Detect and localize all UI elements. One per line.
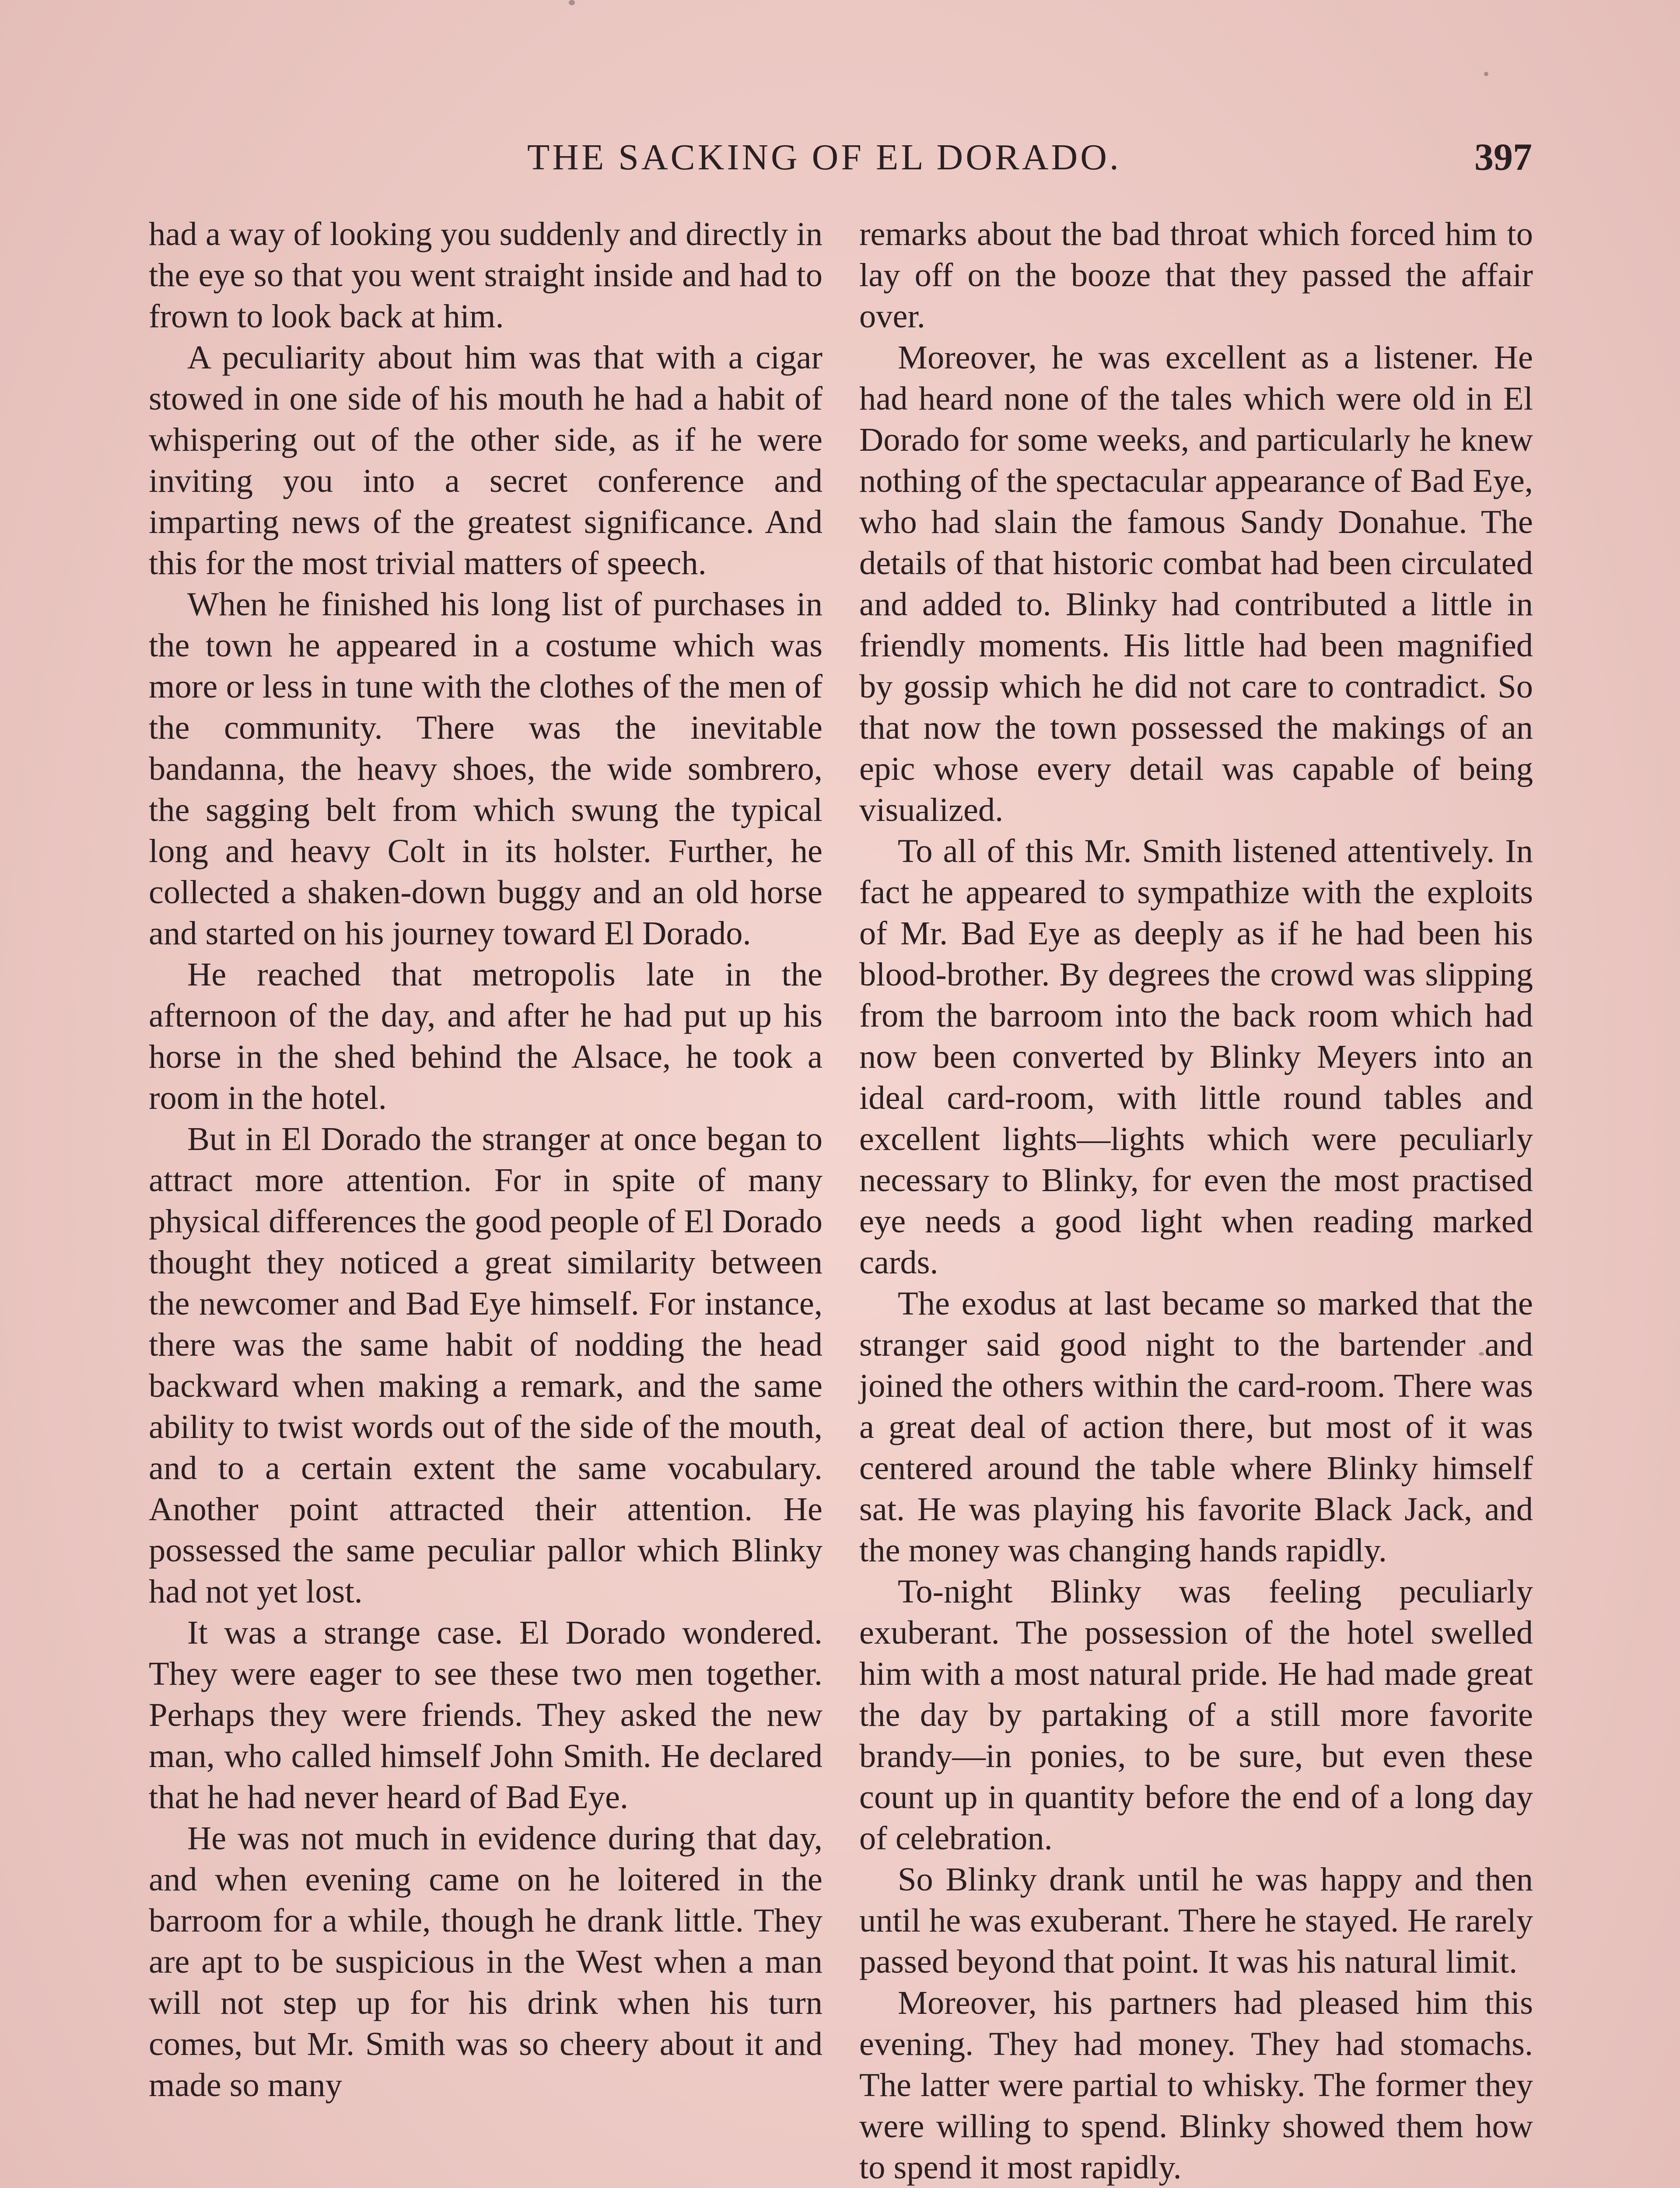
paragraph: He was not much in evidence during that day, and when evening came on he loitered in the barroom for a while, though he drank little. They are apt to be suspicious in the West when a man will not step up for his drink when his turn comes, but Mr. Smith was so cheery about it and made so many (149, 1820, 822, 2104)
paragraph: The exodus at last became so marked that the stranger said good night to the bartender and joined the others within the card-room. There was a great deal of action there, but most of it was centered around the table where Blinky himself sat. He was playing his favorite Black Jack, and the money was changing hands rapidly. (859, 1285, 1533, 1569)
paragraph: To all of this Mr. Smith listened attentively. In fact he appeared to sympathize with the exploits of Mr. Bad Eye as deeply as if he had been his blood-brother. By degrees the crowd was slipping from the barroom into the back room which had now been converted by Blinky Meyers into an ideal card-room, with little round tables and excellent lights—lights which were peculiarly necessary to Blinky, for even the most practised eye needs a good light when reading marked cards. (859, 832, 1533, 1281)
running-title: THE SACKING OF EL DORADO. (527, 137, 1121, 178)
paragraph: But in El Dorado the stranger at once began to attract more attention. For in spite of many physical differences the good people of El Dorado thought they noticed a great similarity between the newcomer and Bad Eye himself. For instance, there was the same habit of nodding the head backward when making a remark, and the same ability to twist words out of the side of the mouth, and to a certain extent the same vocabulary. Another point attracted their attention. He possessed the same peculiar pallor which Blinky had not yet lost. (149, 1120, 822, 1610)
paragraph: He reached that metropolis late in the afternoon of the day, and after he had put up his horse in the shed behind the Alsace, he took a room in the hotel. (149, 956, 822, 1116)
paragraph: So Blinky drank until he was happy and then until he was exuberant. There he stayed. He rarely passed beyond that point. It was his natural limit. (859, 1861, 1533, 1980)
paragraph: To-night Blinky was feeling peculiarly exuberant. The possession of the hotel swelled him with a most natural pride. He had made great the day by partaking of a still more favorite brandy—in ponies, to be sure, but even these count up in quantity before the end of a long day of celebration. (859, 1573, 1533, 1857)
paper-speck (1479, 1352, 1484, 1356)
paragraph: Moreover, his partners had pleased him this evening. They had money. They had stomachs. The latter were partial to whisky. The former they were willing to spend. Blinky showed them how to spend it most rapidly. (859, 1984, 1533, 2186)
paper-speck (569, 0, 575, 5)
paragraph: When he finished his long list of purchases in the town he appeared in a costume which was more or less in tune with the clothes of the men of the community. There was the inevitable bandanna, the heavy shoes, the wide sombrero, the sagging belt from which swung the typical long and heavy Colt in its holster. Further, he collected a shaken-down buggy and an old horse and started on his journey toward El Dorado. (149, 586, 822, 952)
right-column (859, 214, 1533, 2188)
paragraph: remarks about the bad throat which forced him to lay off on the booze that they passed the affair over. (859, 215, 1533, 335)
running-head (0, 131, 1680, 184)
paragraph: It was a strange case. El Dorado wondered. They were eager to see these two men together. Perhaps they were friends. They asked the new man, who called himself John Smith. He declared that he had never heard of Bad Eye. (149, 1614, 822, 1816)
paper-speck (1484, 72, 1488, 76)
left-column (149, 214, 822, 2106)
paragraph: had a way of looking you suddenly and directly in the eye so that you went straight inside and had to frown to look back at him. (149, 215, 822, 335)
paragraph: A peculiarity about him was that with a cigar stowed in one side of his mouth he had a habit of whispering out of the other side, as if he were inviting you into a secret conference and imparting news of the greatest significance. And this for the most trivial matters of speech. (149, 339, 822, 582)
paragraph: Moreover, he was excellent as a listener. He had heard none of the tales which were old in El Dorado for some weeks, and particularly he knew nothing of the spectacular appearance of Bad Eye, who had slain the famous Sandy Donahue. The details of that historic combat had been circulated and added to. Blinky had contributed a little in friendly moments. His little had been magnified by gossip which he did not care to contradict. So that now the town possessed the makings of an epic whose every detail was capable of being visualized. (859, 339, 1533, 828)
page-number: 397 (1474, 136, 1532, 179)
